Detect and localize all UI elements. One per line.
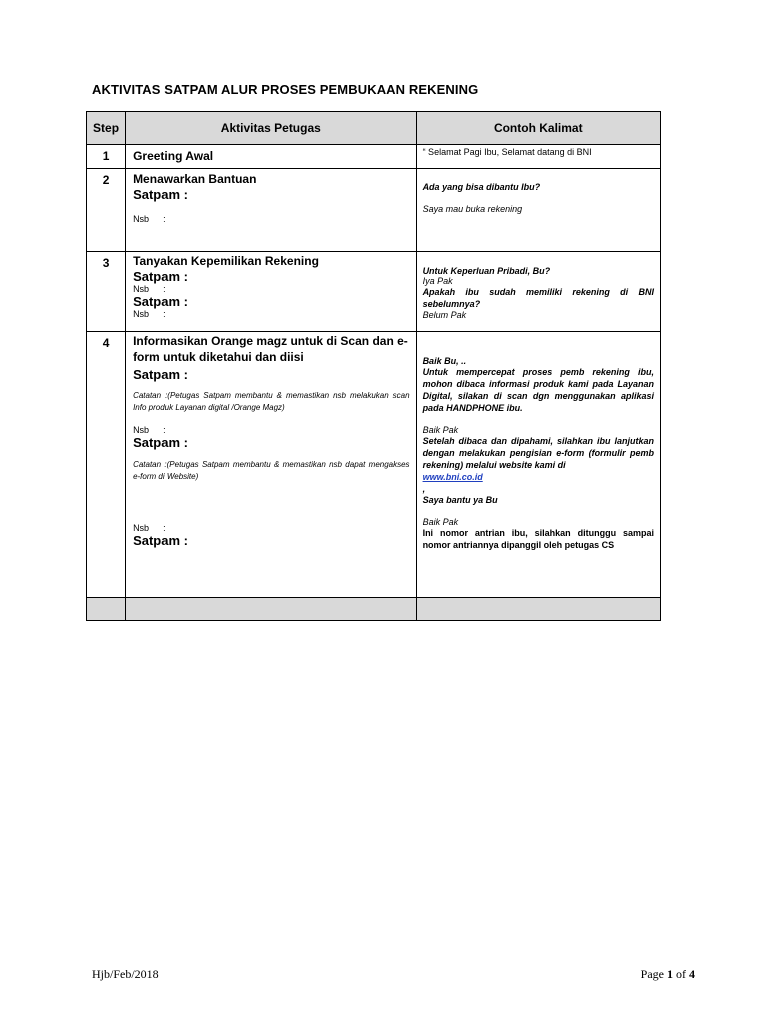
- example-cell: [416, 169, 660, 252]
- table-row: [87, 252, 661, 332]
- example-text: Iya Pak: [422, 276, 453, 286]
- example-cell: [416, 252, 660, 332]
- example-cell: [416, 332, 660, 598]
- nsb-label: Nsb :: [133, 284, 166, 294]
- table-row: [87, 332, 661, 598]
- footer-page-number: Page 1 of 4: [640, 967, 695, 981]
- empty-cell: [87, 598, 126, 621]
- activity-title: Informasikan Orange magz untuk di Scan dan e-form untuk diketahui dan diisi: [133, 334, 408, 364]
- example-text: Untuk mempercepat proses pemb rekening ibu, mohon dibaca informasi produk kami pada Layanan Digital, silakan di scan dgn menggunakan aplikasi pada HANDPHONE ibu.: [422, 367, 654, 413]
- step-number: 1: [87, 145, 126, 169]
- step-number: 2: [87, 169, 126, 252]
- example-text: “ Selamat Pagi Ibu, Selamat datang di BNI: [422, 147, 592, 157]
- satpam-label: Satpam :: [133, 269, 188, 284]
- example-text: Ada yang bisa dibantu Ibu?: [422, 182, 541, 192]
- activity-cell: [126, 169, 417, 252]
- activity-cell: [126, 145, 417, 169]
- satpam-label: Satpam :: [133, 435, 188, 450]
- empty-cell: [126, 598, 417, 621]
- table-row: [87, 169, 661, 252]
- example-text: Saya bantu ya Bu: [422, 495, 498, 505]
- footer-date: Hjb/Feb/2018: [92, 967, 159, 981]
- bni-website-link[interactable]: www.bni.co.id: [422, 472, 483, 482]
- document-title: AKTIVITAS SATPAM ALUR PROSES PEMBUKAAN REKENING: [92, 82, 479, 97]
- activity-cell: [126, 332, 417, 598]
- activity-title: Tanyakan Kepemilikan Rekening: [133, 254, 319, 268]
- activity-cell: [126, 252, 417, 332]
- step-number: 3: [87, 252, 126, 332]
- step-number: 4: [87, 332, 126, 598]
- header-aktivitas: Aktivitas Petugas: [126, 112, 417, 145]
- catatan-note: Catatan :(Petugas Satpam membantu & memastikan nsb dapat mengakses e-form di Website): [133, 460, 410, 481]
- table-header-row: [87, 112, 661, 145]
- catatan-note: Catatan :(Petugas Satpam membantu & memastikan nsb melakukan scan Info produk Layanan digital /Orange Magz): [133, 391, 410, 412]
- nsb-label: Nsb :: [133, 425, 166, 435]
- example-cell: [416, 145, 660, 169]
- header-step: Step: [87, 112, 126, 145]
- activity-title: Menawarkan Bantuan: [133, 172, 257, 186]
- header-contoh: Contoh Kalimat: [416, 112, 660, 145]
- activity-title: Greeting Awal: [133, 149, 214, 163]
- satpam-label: Satpam :: [133, 187, 188, 202]
- example-text: Untuk Keperluan Pribadi, Bu?: [422, 266, 551, 276]
- example-text: Saya mau buka rekening: [422, 204, 523, 214]
- activity-table: [86, 111, 661, 621]
- satpam-label: Satpam :: [133, 367, 188, 382]
- example-text: Apakah ibu sudah memiliki rekening di BNI sebelumnya?: [422, 287, 654, 309]
- table-row-empty: [87, 598, 661, 621]
- nsb-label: Nsb :: [133, 309, 166, 319]
- nsb-label: Nsb :: [133, 523, 166, 533]
- example-text: Setelah dibaca dan dipahami, silahkan ibu lanjutkan dengan melakukan pengisian e-form (formulir pemb rekening) melalui website kami di www.bni.co.id ,: [422, 436, 654, 494]
- satpam-label: Satpam :: [133, 294, 188, 309]
- nsb-label: Nsb :: [133, 214, 166, 224]
- example-text: Baik Bu, ..: [422, 356, 467, 366]
- example-text: Ini nomor antrian ibu, silahkan ditunggu sampai nomor antriannya dipanggil oleh petugas CS: [422, 528, 654, 550]
- example-text: Baik Pak: [422, 425, 459, 435]
- example-text: Belum Pak: [422, 310, 467, 320]
- empty-cell: [416, 598, 660, 621]
- satpam-label: Satpam :: [133, 533, 188, 548]
- table-row: [87, 145, 661, 169]
- example-text: Baik Pak: [422, 517, 459, 527]
